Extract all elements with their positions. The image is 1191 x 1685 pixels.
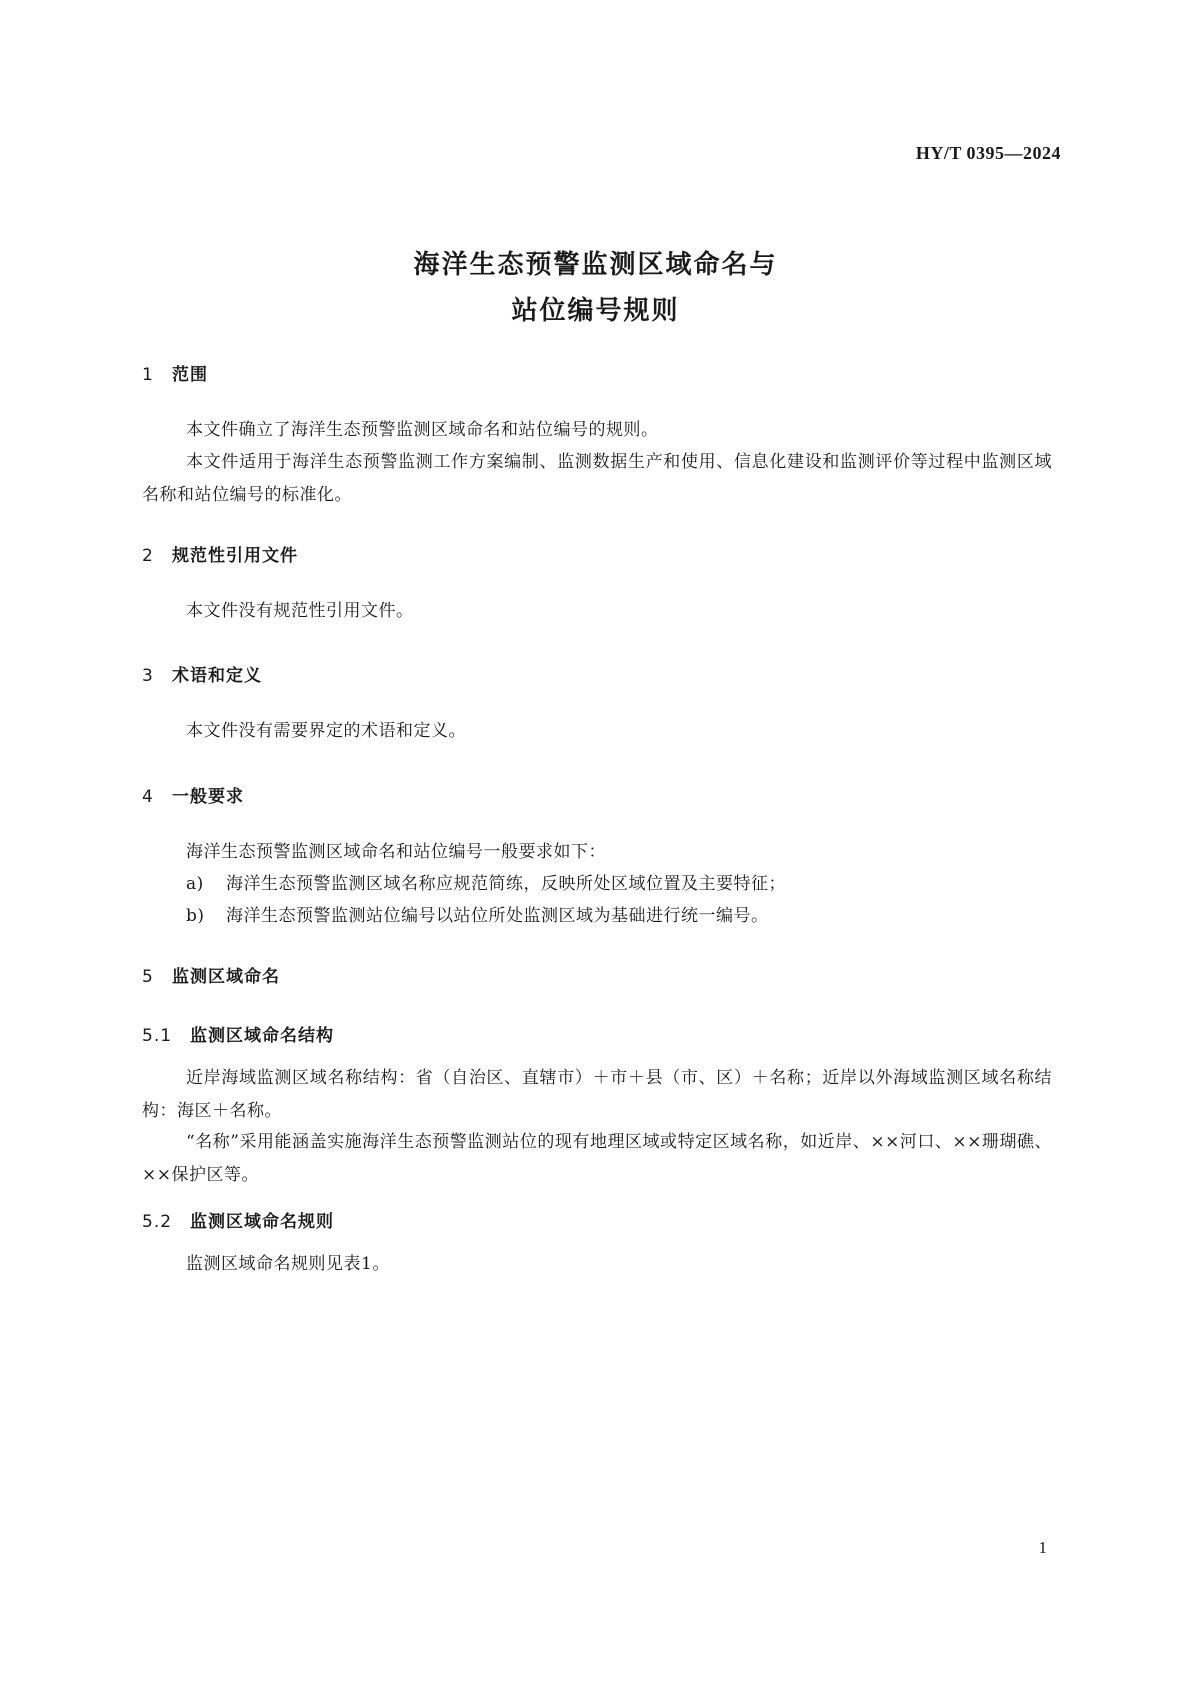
list-item-text: 海洋生态预警监测站位编号以站位所处监测区域为基础进行统一编号。 [226, 906, 769, 926]
section-2-paragraph-1: 本文件没有规范性引用文件。 [186, 601, 414, 621]
page-number: 1 [1038, 1538, 1047, 1557]
section-number: 1 [142, 365, 154, 385]
section-4-paragraph-1: 海洋生态预警监测区域命名和站位编号一般要求如下： [186, 842, 606, 862]
section-title: 术语和定义 [172, 666, 262, 686]
section-5-1-paragraph-1: 近岸海域监测区域名称结构：省（自治区、直辖市）＋市＋县（市、区）＋名称；近岸以外海域监测区域名称结构：海区＋名称。 [142, 1068, 1052, 1121]
section-2-heading [142, 541, 298, 566]
section-number: 4 [142, 787, 154, 807]
section-number: 3 [142, 666, 154, 686]
section-1-heading [142, 360, 208, 385]
section-5-2-paragraph-1: 监测区域命名规则见表1。 [186, 1254, 390, 1274]
section-number: 5 [142, 967, 154, 987]
section-title: 规范性引用文件 [172, 546, 298, 566]
section-number: 2 [142, 546, 154, 566]
document-code: HY/T 0395—2024 [915, 143, 1061, 163]
section-3-paragraph-1: 本文件没有需要界定的术语和定义。 [186, 721, 466, 741]
list-item-text: 海洋生态预警监测区域名称应规范简练，反映所处区域位置及主要特征； [226, 874, 786, 894]
list-marker: b) [186, 906, 205, 926]
document-title-line-2: 站位编号规则 [511, 296, 680, 326]
section-3-heading [142, 661, 262, 686]
section-title: 监测区域命名规则 [190, 1212, 334, 1232]
document-title-line-1: 海洋生态预警监测区域命名与 [413, 250, 778, 280]
section-title: 一般要求 [172, 787, 244, 807]
section-1-paragraph-1: 本文件确立了海洋生态预警监测区域命名和站位编号的规则。 [186, 420, 659, 440]
list-item [186, 868, 786, 901]
section-number: 5.2 [142, 1212, 173, 1232]
section-5-heading [142, 962, 280, 987]
section-5-1-paragraph-2: “名称”采用能涵盖实施海洋生态预警监测站位的现有地理区域或特定区域名称，如近岸、××河口、××珊瑚礁、××保护区等。 [142, 1132, 1052, 1185]
section-number: 5.1 [142, 1026, 173, 1046]
section-1-paragraph-2: 本文件适用于海洋生态预警监测工作方案编制、监测数据生产和使用、信息化建设和监测评价等过程中监测区域名称和站位编号的标准化。 [142, 452, 1052, 505]
section-5-1-heading [142, 1021, 334, 1046]
section-title: 监测区域命名 [172, 967, 280, 987]
list-item [186, 900, 769, 933]
section-4-heading [142, 782, 244, 807]
section-title: 监测区域命名结构 [190, 1026, 334, 1046]
section-5-2-heading [142, 1207, 334, 1232]
list-marker: a) [186, 874, 204, 894]
section-title: 范围 [172, 365, 208, 385]
